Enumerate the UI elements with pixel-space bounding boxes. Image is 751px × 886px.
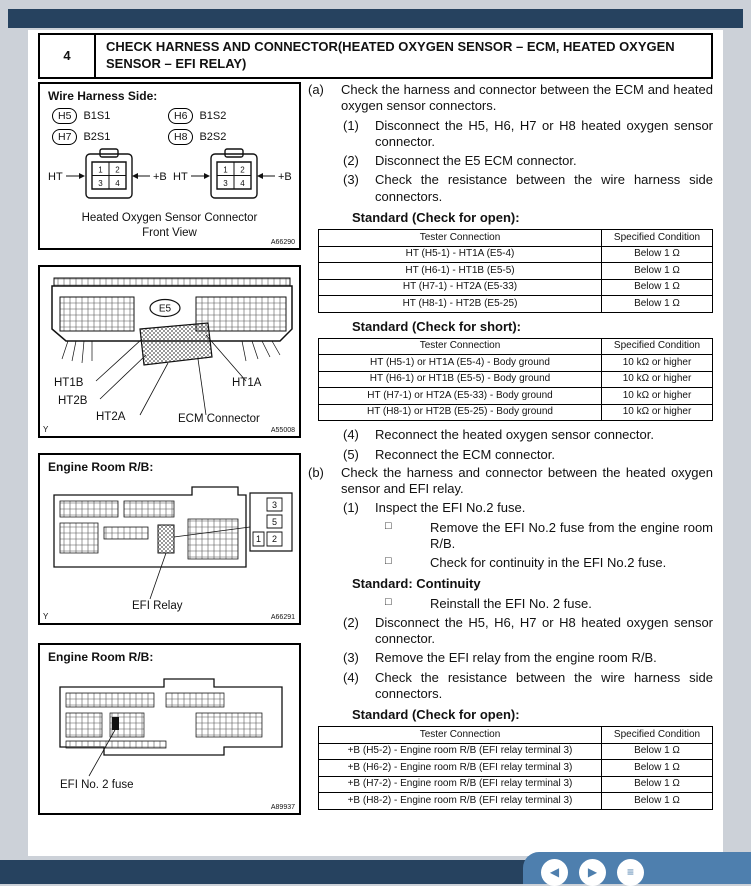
pin-number: 3: [223, 179, 228, 188]
figure-title: Wire Harness Side:: [48, 89, 158, 103]
step-label: (3): [343, 172, 359, 188]
ht-terminal-label: HT: [173, 171, 188, 183]
tester-connection-cell: +B (H8-2) - Engine room R/B (EFI relay terminal 3): [319, 793, 602, 810]
checkbox-text: Reinstall the EFI No. 2 fuse.: [430, 595, 592, 611]
table-row: [319, 263, 713, 280]
specified-condition-header: Specified Condition: [602, 338, 713, 355]
tester-connection-header: Tester Connection: [319, 230, 602, 247]
pin-number: 4: [115, 179, 120, 188]
specified-condition-cell: Below 1 Ω: [602, 760, 713, 777]
spec-table-check-open-a: [318, 229, 713, 313]
specified-condition-cell: Below 1 Ω: [602, 263, 713, 280]
ecm-connector-diagram: [46, 273, 296, 431]
spec-table-check-open-b: [318, 726, 713, 810]
specified-condition-cell: 10 kΩ or higher: [602, 371, 713, 388]
figure-wire-harness-side: [38, 82, 301, 250]
tester-connection-cell: HT (H5-1) - HT1A (E5-4): [319, 246, 602, 263]
specified-condition-cell: 10 kΩ or higher: [602, 355, 713, 372]
procedure-step: [343, 427, 713, 443]
step-text: Inspect the EFI No.2 fuse.: [375, 500, 526, 516]
connector-name: B1S2: [199, 110, 227, 122]
tester-connection-cell: HT (H6-1) - HT1B (E5-5): [319, 263, 602, 280]
figure-caption: EFI Relay: [132, 600, 183, 612]
specified-condition-cell: Below 1 Ω: [602, 246, 713, 263]
procedure-header: [38, 33, 713, 79]
specified-condition-cell: Below 1 Ω: [602, 776, 713, 793]
connector-front-view-diagram: [46, 148, 296, 206]
pin-number: 3: [98, 179, 103, 188]
relay-pin-number: 5: [271, 517, 278, 527]
plus-b-terminal-label: +B: [153, 171, 167, 183]
checkbox-item: [385, 520, 713, 553]
procedure-step: [343, 500, 713, 516]
tester-connection-cell: +B (H6-2) - Engine room R/B (EFI relay terminal 3): [319, 760, 602, 777]
pin-number: 1: [223, 165, 228, 175]
table-row: [319, 355, 713, 372]
procedure-step: [343, 650, 713, 666]
procedure-step: [343, 118, 713, 151]
nav-back-button[interactable]: ◀: [541, 859, 568, 886]
table-row: [319, 296, 713, 313]
procedure-step: [343, 172, 713, 205]
step-label: (3): [343, 650, 359, 666]
figure-corner-mark: Y: [43, 425, 49, 434]
figure-corner-mark: Y: [43, 612, 49, 621]
plus-b-terminal-label: +B: [278, 171, 292, 183]
specified-condition-cell: 10 kΩ or higher: [602, 404, 713, 421]
connector-id-badge: H7: [52, 129, 77, 145]
figure-caption: ECM Connector: [178, 413, 260, 425]
step-text: Remove the EFI relay from the engine room R/B.: [375, 650, 657, 666]
terminal-label-ht2a: HT2A: [96, 411, 126, 423]
item-label: (b): [308, 464, 324, 480]
figure-caption: EFI No. 2 fuse: [60, 779, 134, 791]
procedure-item-b: [308, 465, 713, 498]
connector-id-badge: H8: [168, 129, 193, 145]
specified-condition-header: Specified Condition: [602, 230, 713, 247]
table-row: [319, 793, 713, 810]
pin-number: 2: [240, 165, 245, 175]
step-text: Disconnect the H5, H6, H7 or H8 heated oxygen sensor connector.: [375, 614, 713, 646]
checkbox-item: [385, 596, 713, 612]
specified-condition-cell: 10 kΩ or higher: [602, 388, 713, 405]
terminal-label-ht1a: HT1A: [232, 377, 262, 389]
connector-id-badge: H6: [168, 108, 193, 124]
figure-engine-room-rb-relay: [38, 453, 301, 625]
viewer-nav-panel: [523, 852, 751, 884]
table-row: [319, 776, 713, 793]
pin-number: 4: [240, 179, 245, 188]
figure-title: Engine Room R/B:: [48, 460, 154, 474]
checkbox-glyph: □: [385, 595, 392, 608]
item-label: (a): [308, 82, 324, 97]
checkbox-text: Check for continuity in the EFI No.2 fuse.: [430, 555, 667, 570]
step-text: Disconnect the E5 ECM connector.: [375, 153, 577, 168]
fuse-box-diagram: [46, 669, 296, 779]
caption-line-2: Front View: [142, 226, 197, 239]
tester-connection-cell: HT (H8-1) - HT2B (E5-25): [319, 296, 602, 313]
procedure-step: [343, 447, 713, 463]
connector-tag-list: [52, 108, 284, 145]
figure-caption: [40, 211, 299, 240]
procedure-step: [343, 670, 713, 703]
step-label: (1): [343, 117, 359, 133]
tester-connection-cell: +B (H7-2) - Engine room R/B (EFI relay terminal 3): [319, 776, 602, 793]
checkbox-glyph: □: [385, 555, 392, 567]
table-row: [319, 760, 713, 777]
specified-condition-cell: Below 1 Ω: [602, 743, 713, 760]
step-label: (2): [343, 614, 359, 630]
step-label: (4): [343, 669, 359, 685]
table-row: [319, 371, 713, 388]
tester-connection-cell: HT (H7-1) or HT2A (E5-33) - Body ground: [319, 388, 602, 405]
relay-pin-number: 1: [255, 534, 262, 544]
table-row: [319, 246, 713, 263]
tester-connection-cell: HT (H7-1) - HT2A (E5-33): [319, 279, 602, 296]
step-label: (1): [343, 500, 359, 516]
figure-code: A89937: [270, 804, 295, 811]
specified-condition-cell: Below 1 Ω: [602, 793, 713, 810]
step-text: Disconnect the H5, H6, H7 or H8 heated oxygen sensor connector.: [375, 117, 713, 149]
item-text: Check the harness and connector between the ECM and heated oxygen sensor connectors.: [341, 82, 713, 114]
figure-code: A66291: [270, 614, 295, 621]
connector-name: B2S1: [83, 131, 111, 143]
step-number: 4: [40, 35, 96, 77]
ht-terminal-label: HT: [48, 171, 63, 183]
ecm-connector-id-badge: E5: [158, 303, 172, 315]
checkbox-glyph: □: [385, 519, 392, 532]
connector-id-badge: H5: [52, 108, 77, 124]
table-header-row: [319, 727, 713, 744]
top-bar: [8, 9, 743, 28]
step-text: Reconnect the heated oxygen sensor connector.: [375, 427, 654, 443]
figure-ecm-connector: [38, 265, 301, 438]
table-header-row: [319, 230, 713, 247]
figure-engine-room-rb-fuse: [38, 643, 301, 815]
step-text: Check the resistance between the wire harness side connectors.: [375, 669, 713, 701]
figure-title: Engine Room R/B:: [48, 650, 154, 664]
pin-number: 2: [115, 165, 120, 175]
standard-heading-continuity: Standard: Continuity: [352, 576, 481, 592]
table-header-row: [319, 338, 713, 355]
connector-tag: [52, 129, 168, 145]
specified-condition-header: Specified Condition: [602, 727, 713, 744]
procedure-step: [343, 153, 713, 169]
connector-tag: [168, 108, 284, 124]
tester-connection-cell: HT (H5-1) or HT1A (E5-4) - Body ground: [319, 355, 602, 372]
step-text: Reconnect the ECM connector.: [375, 446, 555, 462]
spec-table-check-short-a: [318, 338, 713, 422]
step-label: (4): [343, 427, 359, 443]
tester-connection-cell: HT (H6-1) or HT1B (E5-5) - Body ground: [319, 371, 602, 388]
connector-name: B1S1: [83, 110, 111, 122]
terminal-label-ht2b: HT2B: [58, 395, 88, 407]
nav-forward-button[interactable]: ▶: [579, 859, 606, 886]
connector-tag: [52, 108, 168, 124]
nav-menu-button[interactable]: ≡: [617, 859, 644, 886]
tester-connection-header: Tester Connection: [319, 338, 602, 355]
table-row: [319, 404, 713, 421]
standard-heading-open-b: Standard (Check for open):: [352, 707, 520, 722]
figure-code: A55008: [270, 427, 295, 434]
tester-connection-cell: HT (H8-1) or HT2B (E5-25) - Body ground: [319, 404, 602, 421]
caption-line-1: Heated Oxygen Sensor Connector: [81, 212, 258, 225]
relay-pin-number: 2: [271, 534, 278, 544]
relay-box-diagram: [46, 479, 296, 603]
terminal-label-ht1b: HT1B: [54, 377, 84, 389]
item-text: Check the harness and connector between the heated oxygen sensor and EFI relay.: [341, 464, 713, 496]
step-text: Check the resistance between the wire harness side connectors.: [375, 172, 713, 204]
standard-heading-open-a: Standard (Check for open):: [352, 209, 520, 225]
connector-tag: [168, 129, 284, 145]
connector-name: B2S2: [199, 131, 227, 143]
procedure-text-column: [308, 80, 713, 816]
specified-condition-cell: Below 1 Ω: [602, 279, 713, 296]
tester-connection-header: Tester Connection: [319, 727, 602, 744]
step-label: (5): [343, 446, 359, 462]
table-row: [319, 279, 713, 296]
tester-connection-cell: +B (H5-2) - Engine room R/B (EFI relay terminal 3): [319, 743, 602, 760]
document-page: [28, 30, 723, 856]
checkbox-item: [385, 555, 713, 571]
figure-code: A66290: [270, 239, 295, 246]
table-row: [319, 743, 713, 760]
checkbox-text: Remove the EFI No.2 fuse from the engine room R/B.: [430, 519, 713, 551]
pin-number: 1: [98, 165, 103, 175]
procedure-title: CHECK HARNESS AND CONNECTOR(HEATED OXYGEN SENSOR – ECM, HEATED OXYGEN SENSOR – EFI RELAY): [106, 39, 675, 71]
standard-heading-short-a: Standard (Check for short):: [352, 318, 522, 334]
procedure-step: [343, 615, 713, 648]
table-row: [319, 388, 713, 405]
relay-pin-number: 3: [271, 500, 278, 510]
step-label: (2): [343, 153, 359, 168]
procedure-item-a: [308, 82, 713, 115]
specified-condition-cell: Below 1 Ω: [602, 296, 713, 313]
